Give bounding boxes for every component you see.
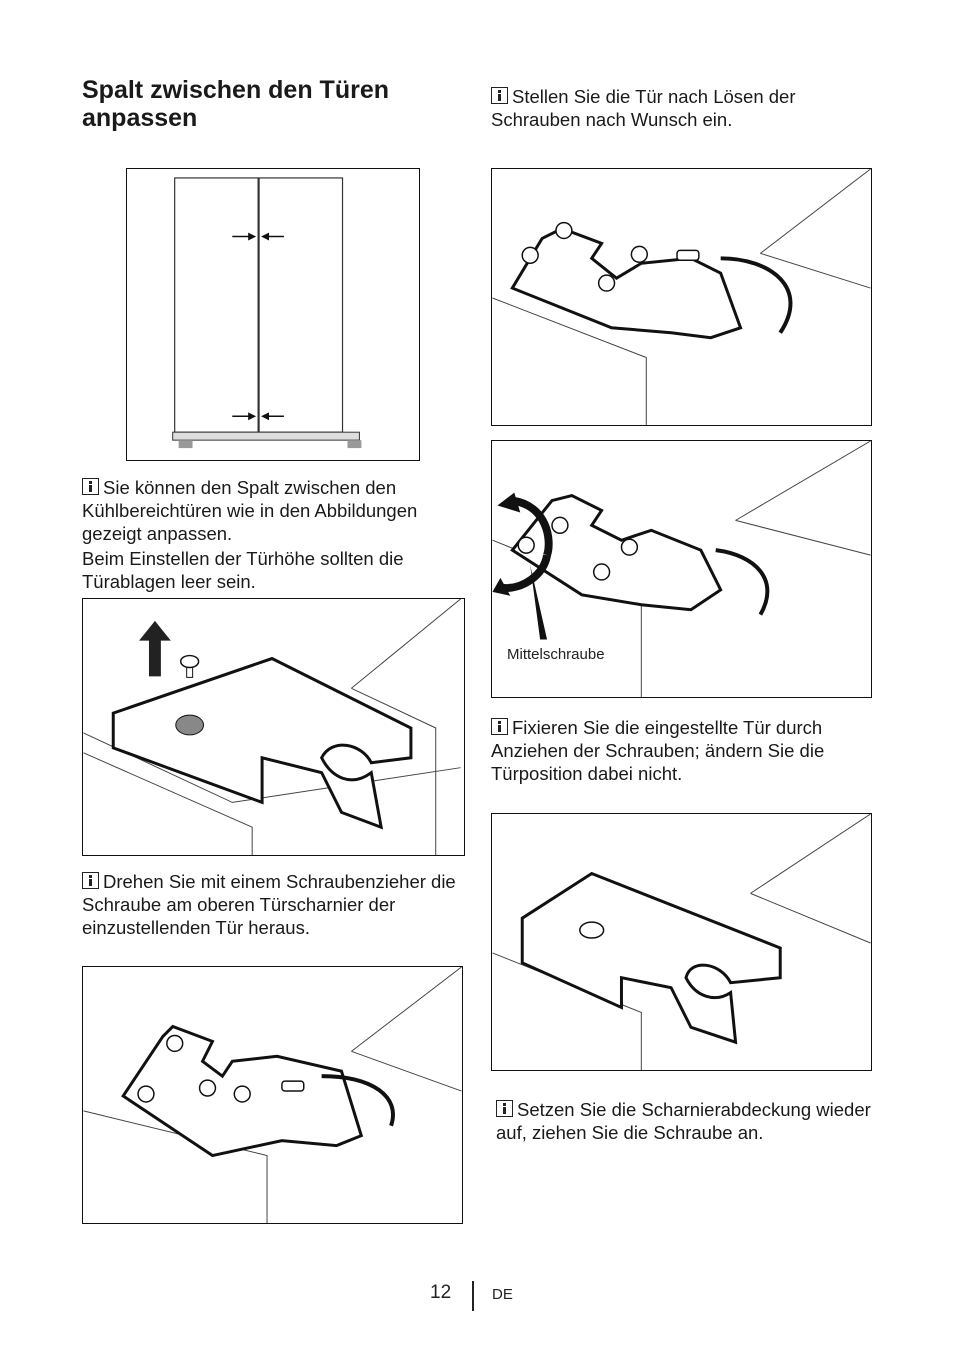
- figure-hinge-screws-exposed: [82, 966, 463, 1224]
- instruction-gap-adjust: Sie können den Spalt zwischen den Kühlbereichtüren wie in den Abbildungen gezeigt anpassen.: [82, 477, 418, 544]
- instruction-tighten-screws: Fixieren Sie die eingestellte Tür durch Anziehen der Schrauben; ändern Sie die Türposition dabei nicht.: [491, 717, 825, 784]
- instruction-adjust-door: Stellen Sie die Tür nach Lösen der Schrauben nach Wunsch ein.: [491, 86, 796, 130]
- hinge-cover-illustration: [83, 599, 464, 855]
- figure-fridge-doors: [126, 168, 420, 461]
- instruction-remove-screw: Drehen Sie mit einem Schraubenzieher die Schraube am oberen Türscharnier der einzustellenden Tür heraus.: [82, 871, 456, 938]
- info-icon: [491, 718, 508, 735]
- figure-hinge-cover-remove-screw: [82, 598, 465, 856]
- fridge-doors-illustration: [127, 169, 419, 460]
- page-number: 12: [430, 1282, 452, 1303]
- info-icon: [82, 478, 99, 495]
- center-screw-label: Mittelschraube: [507, 646, 605, 663]
- hinge-cover-refit-illustration: [492, 814, 871, 1070]
- info-icon: [491, 87, 508, 104]
- page-title: Spalt zwischen den Türen anpassen: [82, 76, 389, 132]
- figure-hinge-cover-refit: [491, 813, 872, 1071]
- info-icon: [496, 1100, 513, 1117]
- language-code: DE: [492, 1286, 513, 1303]
- hinge-screws-illustration: [83, 967, 462, 1223]
- figure-hinge-screws-loosened: [491, 168, 872, 426]
- info-icon: [82, 872, 99, 889]
- instruction-refit-cover: Setzen Sie die Scharnierabdeckung wieder auf, ziehen Sie die Schraube an.: [496, 1099, 871, 1143]
- instruction-shelves-empty: Beim Einstellen der Türhöhe sollten die Türablagen leer sein.: [82, 548, 404, 592]
- hinge-loosened-illustration: [492, 169, 871, 425]
- footer-divider: [472, 1281, 474, 1311]
